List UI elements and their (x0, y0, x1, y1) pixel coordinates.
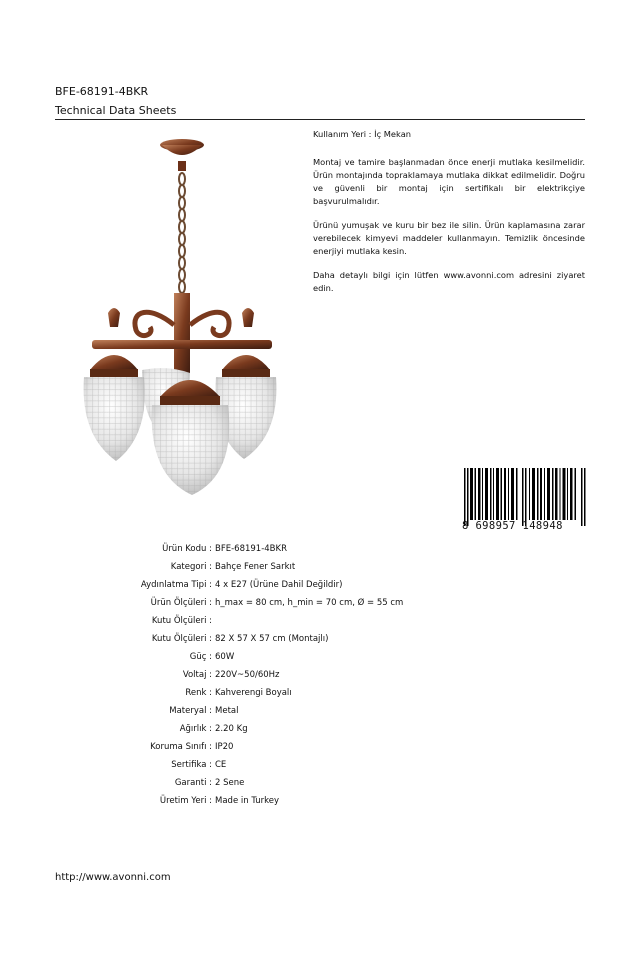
spec-row-protection-class (0, 742, 640, 756)
spec-value: 60W (215, 652, 235, 662)
spec-row-material (0, 706, 640, 720)
spec-label: Aydınlatma Tipi : (140, 580, 212, 590)
barcode-digits: 8 698957 148948 (462, 520, 563, 532)
header-divider (55, 119, 585, 120)
spec-label: Ürün Ölçüleri : (150, 598, 212, 608)
spec-row-warranty (0, 778, 640, 792)
spec-value: Made in Turkey (215, 796, 279, 806)
spec-value: h_max = 80 cm, h_min = 70 cm, Ø = 55 cm (215, 598, 404, 608)
footer-url: http://www.avonni.com (55, 872, 171, 883)
spec-value: 220V~50/60Hz (215, 670, 280, 680)
info-column (313, 128, 585, 306)
spec-row-voltage (0, 670, 640, 684)
spec-value: Metal (215, 706, 239, 716)
spec-value: Kahverengi Boyalı (215, 688, 292, 698)
usage-place: Kullanım Yeri : İç Mekan (313, 129, 412, 139)
spec-label: Sertifika : (171, 760, 212, 770)
spec-label: Voltaj : (182, 670, 212, 680)
spec-value: 2 Sene (215, 778, 245, 788)
spec-label: Garanti : (174, 778, 212, 788)
info-paragraph-installation: Montaj ve tamire başlanmadan önce enerji mutlaka kesilmelidir. Ürün montajında topraklamaya mutlaka dikkat edilmelidir. Doğru ve güvenli bir montaj için sertifikalı bir elektrikçiye başvurulmalıdır. (313, 157, 585, 206)
spec-label: Koruma Sınıfı : (150, 742, 212, 752)
spec-label: Üretim Yeri : (159, 796, 212, 806)
spec-label: Kutu Ölçüleri : (151, 616, 212, 626)
spec-row-box-dimensions (0, 634, 640, 648)
spec-row-weight (0, 724, 640, 738)
spec-label: Materyal : (169, 706, 212, 716)
header-subtitle: Technical Data Sheets (55, 104, 177, 117)
spec-value: IP20 (215, 742, 234, 752)
spec-label: Kategori : (170, 562, 212, 572)
spec-label: Kutu Ölçüleri : (151, 634, 212, 644)
spec-label: Güç : (189, 652, 212, 662)
spec-label: Renk : (185, 688, 212, 698)
spec-row-box-dimensions-empty (0, 616, 640, 630)
spec-row-lighting-type (0, 580, 640, 594)
spec-row-product-dimensions (0, 598, 640, 612)
spec-row-category (0, 562, 640, 576)
spec-row-product-code (0, 544, 640, 558)
spec-value: 82 X 57 X 57 cm (Montajlı) (215, 634, 329, 644)
info-paragraph-cleaning: Ürünü yumuşak ve kuru bir bez ile silin. Ürün kaplamasına zarar verebilecek kimyevi maddeler kullanmayın. Temizlik öncesinde enerjiyi mutlaka kesin. (313, 220, 585, 256)
product-image (70, 135, 290, 500)
spec-row-certificate (0, 760, 640, 774)
spec-value: Bahçe Fener Sarkıt (215, 562, 296, 572)
spec-row-production-place (0, 796, 640, 810)
spec-row-color (0, 688, 640, 702)
spec-label: Ağırlık : (179, 724, 212, 734)
header-product-code: BFE-68191-4BKR (55, 85, 149, 98)
spec-value: 4 x E27 (Ürüne Dahil Değildir) (215, 580, 343, 590)
spec-value: CE (215, 760, 227, 770)
spec-value: BFE-68191-4BKR (215, 544, 287, 554)
info-paragraph-website: Daha detaylı bilgi için lütfen www.avonni.com adresini ziyaret edin. (313, 270, 585, 293)
spec-label: Ürün Kodu : (162, 544, 212, 554)
spec-row-power (0, 652, 640, 666)
spec-value: 2.20 Kg (215, 724, 248, 734)
